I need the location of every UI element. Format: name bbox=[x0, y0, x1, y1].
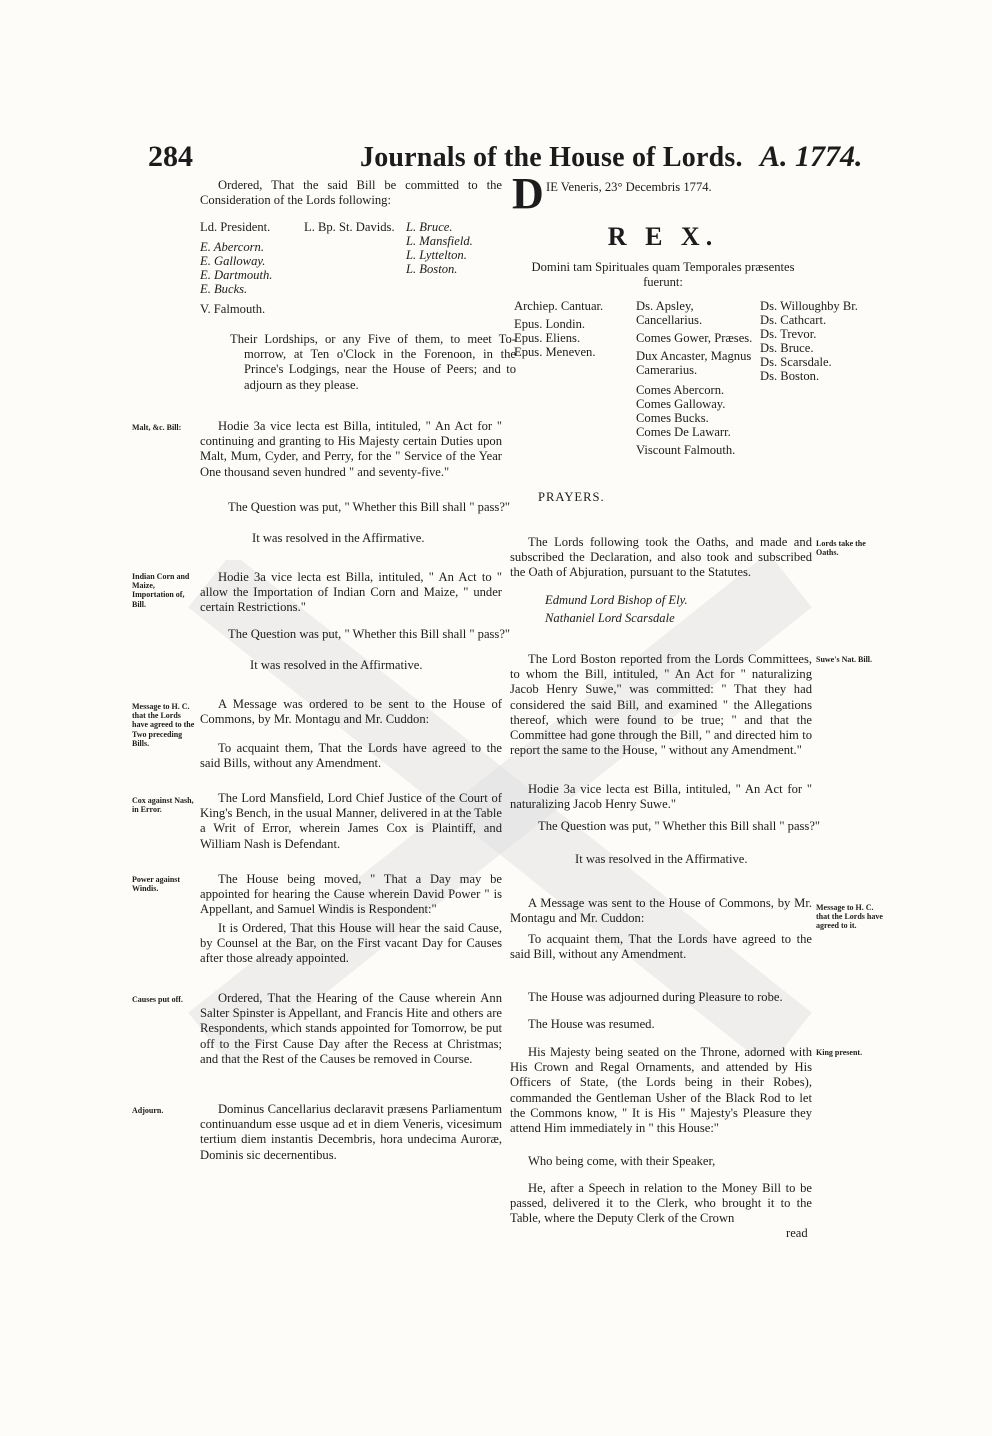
margin-note-suwe: Suwe's Nat. Bill. bbox=[816, 655, 873, 664]
cox-nash-paragraph: The Lord Mansfield, Lord Chief Justice of the Court of King's Bench, in the usual Manner, delivered in at the Table a Writ of Error, wherein James Cox is Plaintiff, and William Nash is Defendant. bbox=[200, 791, 502, 851]
attendee: Comes De Lawarr. bbox=[636, 425, 731, 439]
attendee: Comes Bucks. bbox=[636, 411, 709, 425]
power-windis-order: It is Ordered, That this House will hear the said Cause, by Counsel at the Bar, on the First vacant Day for Causes after those already appointed. bbox=[200, 921, 502, 966]
message-sent-paragraph: A Message was sent to the House of Commons, by Mr. Montagu and Mr. Cuddon: bbox=[510, 896, 812, 926]
page-year: A. 1774. bbox=[760, 140, 863, 173]
rex-heading: R E X. bbox=[607, 222, 719, 251]
suwe-bill-question: The Question was put, " Whether this Bill shall " pass?" bbox=[538, 819, 821, 833]
oath-taker-2: Nathaniel Lord Scarsdale bbox=[545, 611, 675, 625]
margin-note-causes-put-off: Causes put off. bbox=[132, 995, 183, 1004]
attendee: Ds. Scarsdale. bbox=[760, 355, 832, 369]
attendance-col3 bbox=[760, 299, 870, 383]
attendance-col2 bbox=[636, 299, 758, 457]
attendee: Epus. Meneven. bbox=[514, 345, 596, 359]
committee-member: Ld. President. bbox=[200, 220, 271, 234]
attendee: Ds. Bruce. bbox=[760, 341, 814, 355]
attendee: Epus. Londin. bbox=[514, 317, 586, 331]
margin-note-malt: Malt, &c. Bill: bbox=[132, 423, 182, 432]
adjournment-paragraph: Dominus Cancellarius declaravit præsens Parliamentum continuandum esse usque ad et in diem Veneris, vicesimum tertium diem instantis Decembris, hora undecima Auroræ, Dominis sic decernentibus. bbox=[200, 1102, 502, 1162]
message-acquaint-paragraph: To acquaint them, That the Lords have agreed to the said Bill, without any Amendment. bbox=[510, 932, 812, 962]
message-order-paragraph: A Message was ordered to be sent to the House of Commons, by Mr. Montagu and Mr. Cuddon: bbox=[200, 697, 502, 727]
margin-note-king-present: King present. bbox=[816, 1048, 863, 1057]
malt-bill-reading: Hodie 3a vice lecta est Billa, intituled, " An Act for " continuing and granting to His Majesty certain Duties upon Malt, Mum, Cyder, and Perry, for the " Service of the Year One thousand seven hundred " and seventy-five." bbox=[200, 419, 502, 479]
committee-member: L. Lyttelton. bbox=[406, 248, 467, 262]
committal-paragraph: Ordered, That the said Bill be committed to the Consideration of the Lords following: bbox=[200, 178, 502, 208]
committee-member: L. Bruce. bbox=[406, 220, 453, 234]
house-resumed: The House was resumed. bbox=[528, 1017, 655, 1031]
margin-note-message-right: Message to H. C. that the Lords have agreed to it. bbox=[816, 903, 883, 931]
committee-member: E. Abercorn. bbox=[200, 240, 265, 254]
attendee: Ds. Boston. bbox=[760, 369, 820, 383]
attendee: Comes Galloway. bbox=[636, 397, 726, 411]
meeting-paragraph: Their Lordships, or any Five of them, to meet To-morrow, at Ten o'Clock in the Forenoon, in the Prince's Lodgings, near the House of Peers; and to adjourn as they please. bbox=[230, 332, 516, 392]
committee-member: L. Bp. St. Davids. bbox=[304, 220, 395, 234]
page-title: Journals of the House of Lords. bbox=[360, 142, 743, 173]
suwe-report-paragraph: The Lord Boston reported from the Lords Committees, to whom the Bill, intituled, " An Act for " naturalizing Jacob Henry Suwe," was committed: " That they had considered the said Bill, and examined " the Allegations thereof, which were found to be true; " and that the Committee had gone through the Bill, " and directed him to report the same to the House, " without any Amendment." bbox=[510, 652, 812, 758]
present-line: Domini tam Spirituales quam Temporales præsentes fuerunt: bbox=[531, 260, 795, 290]
attendee: Dux Ancaster, Magnus Camerarius. bbox=[636, 349, 752, 377]
committee-member: L. Mansfield. bbox=[406, 234, 473, 248]
committee-member: V. Falmouth. bbox=[200, 302, 266, 316]
committee-member: E. Galloway. bbox=[200, 254, 266, 268]
suwe-bill-resolution: It was resolved in the Affirmative. bbox=[575, 852, 748, 866]
attendance-col1 bbox=[514, 299, 634, 359]
committee-member: E. Bucks. bbox=[200, 282, 248, 296]
catchword: read bbox=[786, 1226, 808, 1240]
causes-put-off-paragraph: Ordered, That the Hearing of the Cause wherein Ann Salter Spinster is Appellant, and Francis Hite and others are Respondents, which stands appointed for Tomorrow, be put off to the First Cause Day after the Recess at Christmas; and that the Rest of the Causes be removed in Course. bbox=[200, 991, 502, 1066]
page-number: 284 bbox=[148, 140, 193, 173]
message-content-paragraph: To acquaint them, That the Lords have agreed to the said Bills, without any Amendment. bbox=[200, 741, 502, 771]
margin-note-adjourn: Adjourn. bbox=[132, 1106, 164, 1115]
attendee: Ds. Cathcart. bbox=[760, 313, 827, 327]
date-line: IE Veneris, 23° Decembris 1774. bbox=[546, 180, 712, 194]
committee-list-col1 bbox=[200, 220, 302, 316]
attendee: Ds. Apsley, Cancellarius. bbox=[636, 299, 703, 327]
margin-note-message: Message to H. C. that the Lords have agreed to the Two preceding Bills. bbox=[132, 702, 195, 748]
margin-note-indian-corn: Indian Corn and Maize, Importation of, Bill. bbox=[132, 572, 190, 609]
committee-member: E. Dartmouth. bbox=[200, 268, 273, 282]
indian-corn-bill-reading: Hodie 3a vice lecta est Billa, intituled, " An Act to " allow the Importation of Indian Corn and Maize, " under certain Restrictions." bbox=[200, 570, 502, 615]
attendee: Archiep. Cantuar. bbox=[514, 299, 604, 313]
malt-bill-resolution: It was resolved in the Affirmative. bbox=[252, 531, 425, 545]
committee-member: L. Boston. bbox=[406, 262, 458, 276]
commons-come-line: Who being come, with their Speaker, bbox=[528, 1154, 716, 1168]
king-present-paragraph: His Majesty being seated on the Throne, adorned with His Crown and Regal Ornaments, and attended by His Officers of State, (the Lords being in their Robes), commanded the Gentleman Usher of the Black Rod to let the Commons know, " It is His " Majesty's Pleasure they attend Him immediately in " this House:" bbox=[510, 1045, 812, 1136]
oath-taker-1: Edmund Lord Bishop of Ely. bbox=[545, 593, 688, 607]
margin-note-oaths: Lords take the Oaths. bbox=[816, 539, 866, 558]
attendee: Comes Abercorn. bbox=[636, 383, 725, 397]
margin-note-power-windis: Power against Windis. bbox=[132, 875, 181, 894]
attendee: Ds. Trevor. bbox=[760, 327, 817, 341]
margin-note-cox-nash: Cox against Nash, in Error. bbox=[132, 796, 194, 815]
date-drop-cap: D bbox=[512, 169, 544, 218]
oaths-paragraph: The Lords following took the Oaths, and made and subscribed the Declaration, and also took and subscribed the Oath of Abjuration, pursuant to the Statutes. bbox=[510, 535, 812, 580]
power-windis-motion: The House being moved, " That a Day may be appointed for hearing the Cause wherein David Power " is Appellant, and Samuel Windis is Respondent:" bbox=[200, 872, 502, 917]
adjourned-to-robe: The House was adjourned during Pleasure to robe. bbox=[528, 990, 783, 1004]
money-bill-paragraph: He, after a Speech in relation to the Money Bill to be passed, delivered it to the Clerk, who brought it to the Table, where the Deputy Clerk of the Crown bbox=[510, 1181, 812, 1226]
attendee: Epus. Eliens. bbox=[514, 331, 581, 345]
indian-corn-bill-question: The Question was put, " Whether this Bill shall " pass?" bbox=[228, 627, 511, 641]
malt-bill-question: The Question was put, " Whether this Bill shall " pass?" bbox=[228, 500, 511, 514]
committee-list-col2 bbox=[304, 220, 404, 234]
attendee: Viscount Falmouth. bbox=[636, 443, 736, 457]
attendee: Ds. Willoughby Br. bbox=[760, 299, 858, 313]
prayers-heading: PRAYERS. bbox=[538, 490, 605, 504]
suwe-bill-reading: Hodie 3a vice lecta est Billa, intituled, " An Act for " naturalizing Jacob Henry Suwe." bbox=[510, 782, 812, 812]
indian-corn-bill-resolution: It was resolved in the Affirmative. bbox=[250, 658, 423, 672]
committee-list-col3 bbox=[406, 220, 502, 276]
attendee: Comes Gower, Præses. bbox=[636, 331, 753, 345]
